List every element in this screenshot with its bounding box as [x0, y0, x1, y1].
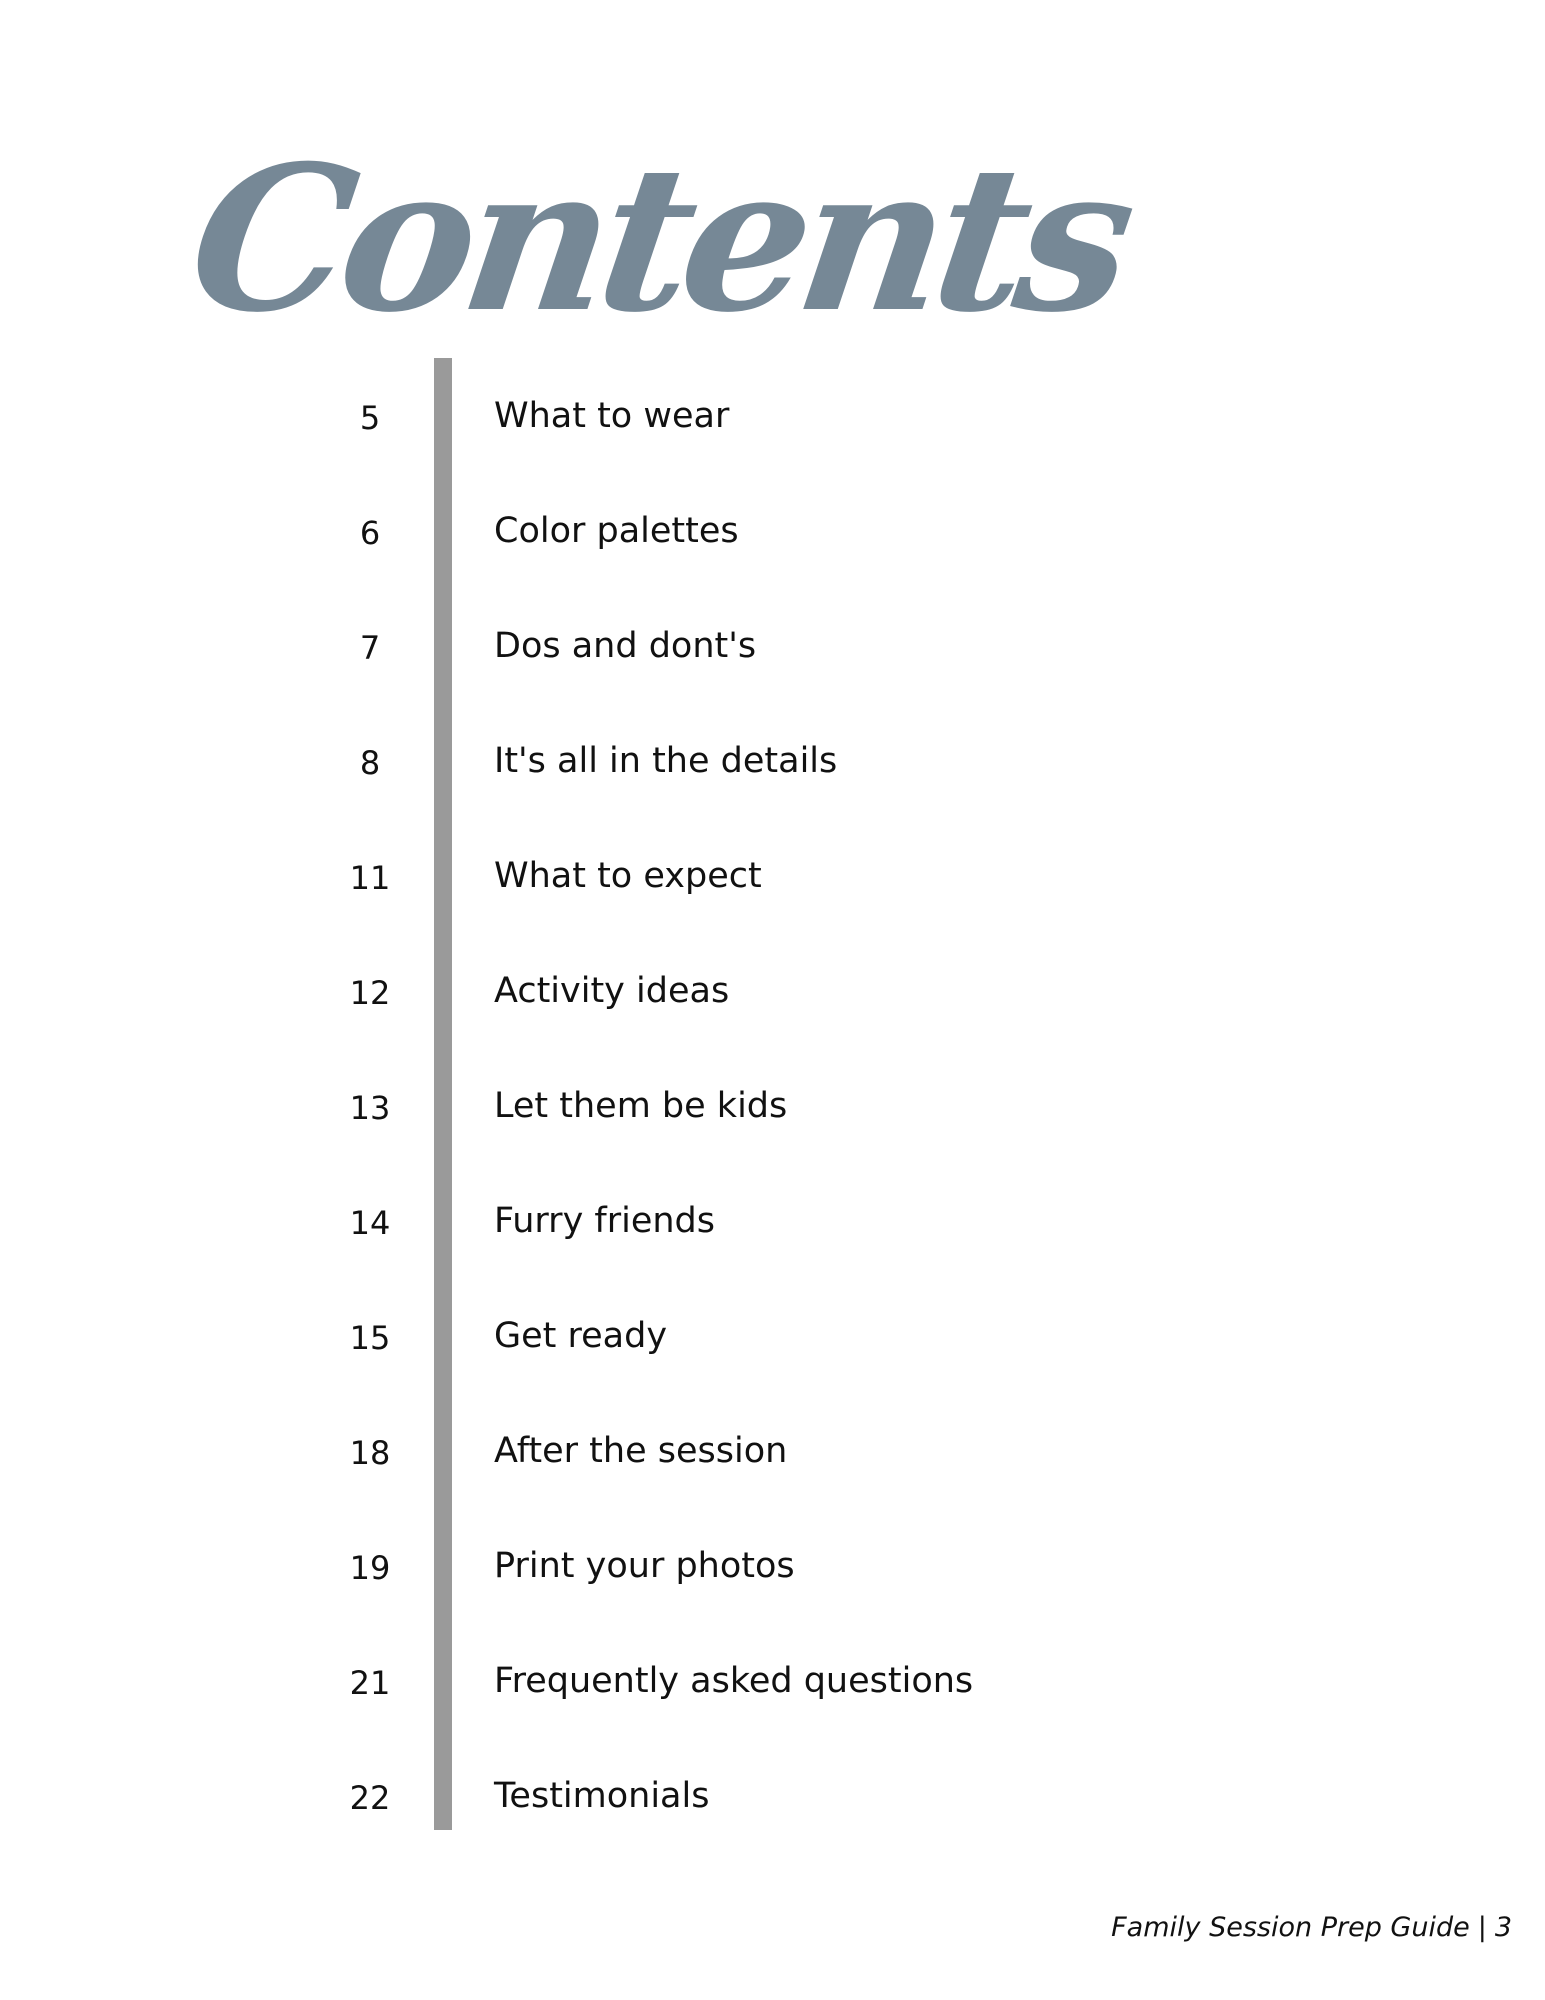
toc-page-number: 22	[349, 1779, 391, 1817]
toc-page-number: 8	[359, 744, 381, 782]
toc-entry-print-your-photos[interactable]	[0, 1538, 1545, 1598]
toc-entry-label: Color palettes	[494, 511, 739, 551]
toc-page-number: 14	[349, 1204, 391, 1242]
toc-page-number: 21	[349, 1664, 391, 1702]
toc-entry-label: What to expect	[494, 856, 762, 896]
toc-page-number: 11	[349, 859, 391, 897]
toc-entry-get-ready[interactable]	[0, 1308, 1545, 1368]
toc-entry-label: What to wear	[494, 396, 730, 436]
toc-entry-label: Frequently asked questions	[494, 1661, 974, 1701]
toc-entry-label: Furry friends	[494, 1201, 716, 1241]
toc-page-number: 19	[349, 1549, 391, 1587]
toc-entry-label: It's all in the details	[494, 741, 838, 781]
toc-entry-label: Testimonials	[494, 1776, 710, 1816]
toc-entry-dos-and-donts[interactable]	[0, 618, 1545, 678]
toc-entry-after-the-session[interactable]	[0, 1423, 1545, 1483]
toc-entry-label: Activity ideas	[494, 971, 730, 1011]
footer-guide-title: Family Session Prep Guide	[1111, 1912, 1470, 1943]
toc-entry-color-palettes[interactable]	[0, 503, 1545, 563]
toc-entry-label: Let them be kids	[494, 1086, 788, 1126]
page-footer	[1111, 1910, 1512, 1946]
page-title: Contents	[177, 122, 1139, 357]
toc-entry-what-to-expect[interactable]	[0, 848, 1545, 908]
toc-page-number: 6	[359, 514, 381, 552]
toc-page-number: 7	[359, 629, 381, 667]
toc-entry-testimonials[interactable]	[0, 1768, 1545, 1828]
toc-entry-what-to-wear[interactable]	[0, 388, 1545, 448]
toc-entry-activity-ideas[interactable]	[0, 963, 1545, 1023]
toc-page-number: 12	[349, 974, 391, 1012]
footer-separator: |	[1477, 1912, 1487, 1943]
toc-entry-let-them-be-kids[interactable]	[0, 1078, 1545, 1138]
toc-page-number: 5	[359, 399, 381, 437]
toc-entry-faq[interactable]	[0, 1653, 1545, 1713]
toc-page-number: 18	[349, 1434, 391, 1472]
toc-entry-label: After the session	[494, 1431, 788, 1471]
toc-entry-label: Dos and dont's	[494, 626, 757, 666]
toc-entry-label: Get ready	[494, 1316, 668, 1356]
toc-page-number: 13	[349, 1089, 391, 1127]
footer-page-number: 3	[1494, 1912, 1512, 1943]
toc-entry-furry-friends[interactable]	[0, 1193, 1545, 1253]
toc-page-number: 15	[349, 1319, 391, 1357]
toc-entry-details[interactable]	[0, 733, 1545, 793]
toc-entry-label: Print your photos	[494, 1546, 795, 1586]
